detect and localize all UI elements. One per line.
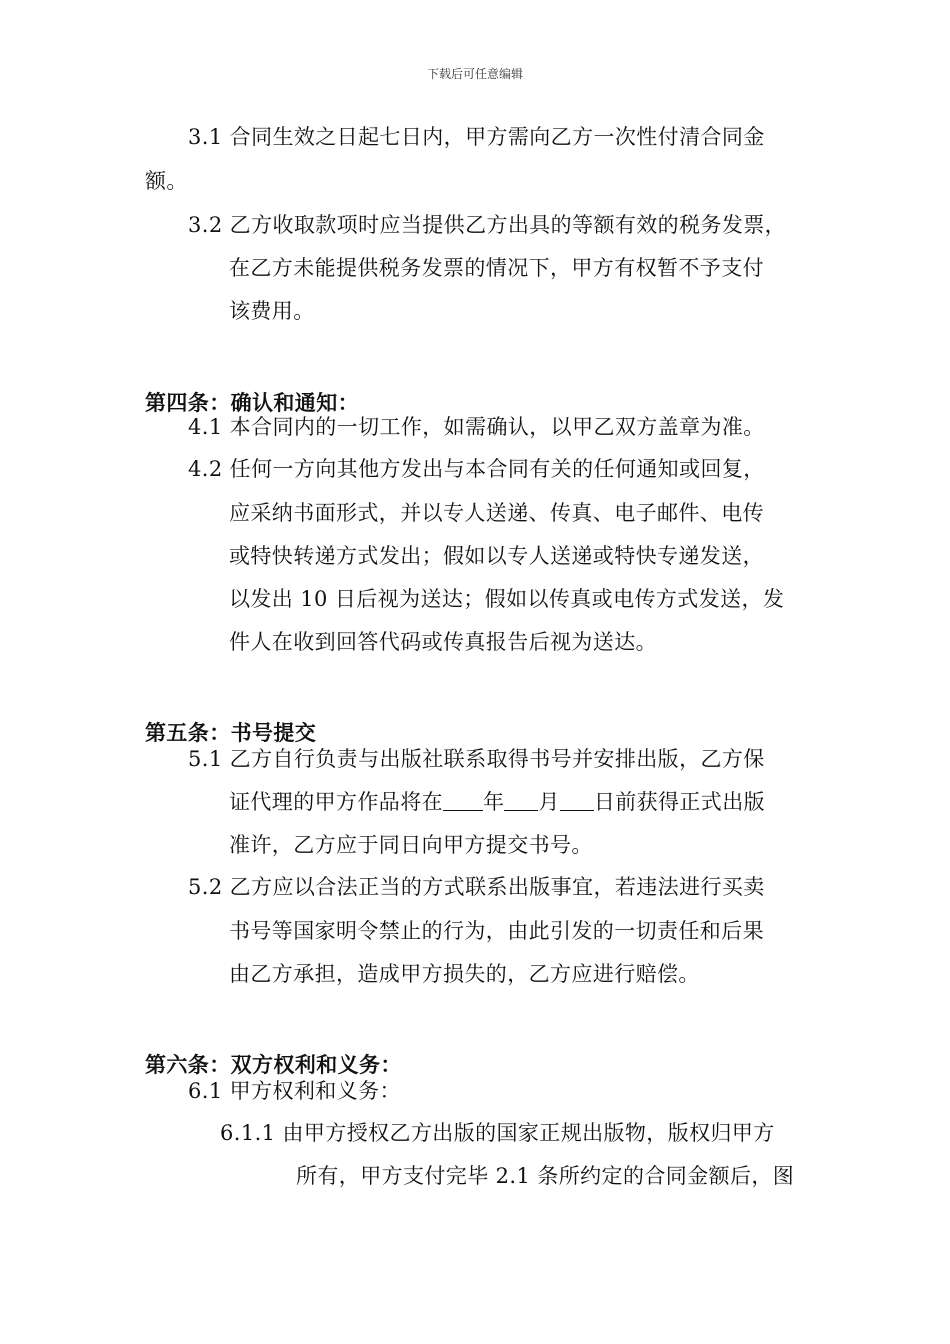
clause-3-1-line-2: 额。 [145,169,188,193]
section-5-title: 第五条：书号提交 [145,720,317,745]
clause-3-2-line-2: 在乙方未能提供税务发票的情况下，甲方有权暂不予支付 [229,256,764,280]
clause-4-2-line-2: 应采纳书面形式，并以专人送递、传真、电子邮件、电传 [229,501,764,525]
clause-5-1-line-3: 准许，乙方应于同日向甲方提交书号。 [229,833,593,857]
clause-5-1-line-2 [229,788,765,816]
clause-6-1-line-1: 6.1 甲方权利和义务： [188,1079,401,1103]
clause-5-2-line-3: 由乙方承担，造成甲方损失的，乙方应进行赔偿。 [229,962,700,986]
clause-3-2-line-3: 该费用。 [229,299,315,323]
clause-4-1-line-1: 4.1 本合同内的一切工作，如需确认，以甲乙双方盖章为准。 [188,415,765,439]
clause-4-2-line-1: 4.2 任何一方向其他方发出与本合同有关的任何通知或回复， [188,457,765,481]
clause-4-2-line-5: 件人在收到回答代码或传真报告后视为送达。 [229,630,657,654]
section-4-title: 第四条：确认和通知： [145,390,359,415]
clause-5-1-text-a: 证代理的甲方作品将在 [229,790,443,814]
month-label: 月 [538,790,560,814]
section-6-title: 第六条：双方权利和义务： [145,1052,402,1077]
clause-5-1-text-d: 日前获得正式出版 [593,790,766,814]
day-blank [560,790,594,811]
year-label: 年 [483,790,505,814]
clause-5-1-line-1: 5.1 乙方自行负责与出版社联系取得书号并安排出版，乙方保 [188,747,765,771]
clause-6-1-1-line-2: 所有，甲方支付完毕 2.1 条所约定的合同金额后，图 [296,1164,795,1188]
clause-4-2-line-3: 或特快转递方式发出；假如以专人送递或特快专递发送， [229,544,764,568]
year-blank [443,790,483,811]
clause-3-1-line-1: 3.1 合同生效之日起七日内，甲方需向乙方一次性付清合同金 [188,125,765,149]
clause-4-2-line-4: 以发出 10 日后视为送达；假如以传真或电传方式发送，发 [229,587,785,611]
clause-5-2-line-1: 5.2 乙方应以合法正当的方式联系出版事宜，若违法进行买卖 [188,875,765,899]
clause-6-1-1-line-1: 6.1.1 由甲方授权乙方出版的国家正规出版物，版权归甲方 [220,1121,775,1145]
month-blank [504,790,538,811]
clause-3-2-line-1: 3.2 乙方收取款项时应当提供乙方出具的等额有效的税务发票， [188,213,787,237]
clause-5-2-line-2: 书号等国家明令禁止的行为，由此引发的一切责任和后果 [229,919,764,943]
page-header: 下载后可任意编辑 [426,67,523,81]
